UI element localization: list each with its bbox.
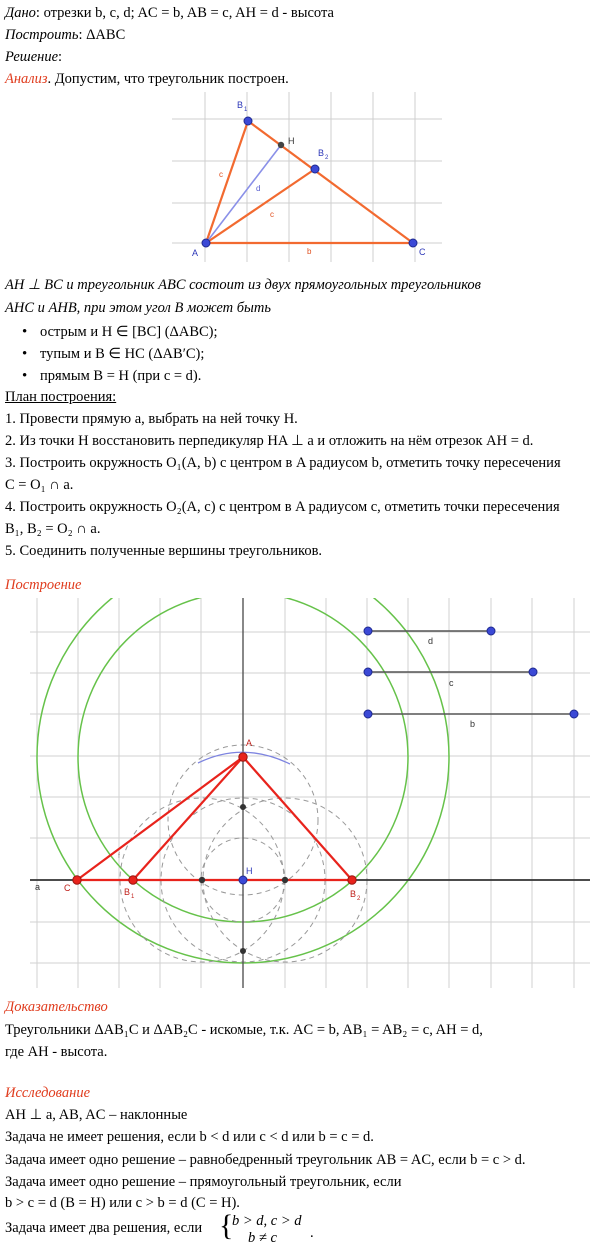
point-b1: [244, 117, 252, 125]
fig1-points: [202, 117, 417, 247]
label-c: C: [64, 883, 71, 893]
label-b: b: [307, 247, 312, 256]
label-c1: c: [219, 170, 223, 179]
point-c: [409, 239, 417, 247]
solution-line: [5, 48, 62, 66]
plan-step-2: 2. Из точки H восстановить перпедикуляр HA ⊥ a и отложить на нём отрезок AH = d.: [5, 433, 534, 449]
label-b1: B: [124, 887, 131, 897]
construct-line: [5, 26, 125, 44]
plan-title: План построения:: [5, 389, 117, 405]
point-c: [73, 876, 81, 884]
plan-step-4b: B₁, B₂ = O₂ ∩ a.: [5, 521, 101, 537]
angle-cases-list: [22, 321, 218, 387]
construction-figure: [0, 598, 600, 988]
given-line: [5, 4, 334, 22]
construct-text: : ΔABC: [78, 27, 126, 43]
construct-label: Построить: [5, 27, 79, 43]
label-h: H: [288, 136, 295, 146]
plan-step-1: 1. Провести прямую a, выбрать на ней точку H.: [5, 411, 298, 427]
construction-title: Построение: [5, 577, 82, 593]
list-item: • острым и H ∈ [BC] (ΔABC);: [22, 321, 218, 343]
research-title: Исследование: [5, 1085, 91, 1101]
research-l5: b > c = d (B = H) или c > b = d (C = H).: [5, 1195, 240, 1211]
list-item: • прямым B = H (при c = d).: [22, 365, 218, 387]
point-b2: [348, 876, 356, 884]
label-line-a: a: [35, 882, 41, 892]
point-b1: [129, 876, 137, 884]
label-b1: B: [237, 100, 244, 110]
label-a: A: [246, 738, 253, 748]
system-brace: {: [219, 1209, 234, 1242]
label-c2: c: [270, 210, 274, 219]
point-a: [239, 753, 247, 761]
system-end: .: [310, 1225, 314, 1241]
analysis-text: . Допустим, что треугольник построен.: [47, 71, 289, 87]
label-f: f: [118, 853, 120, 860]
given-text: : отрезки b, c, d; AC = b, AB = c, AH = d - высота: [35, 5, 334, 21]
research-l4: Задача имеет одно решение – прямоугольный треугольник, если: [5, 1174, 402, 1190]
proof-line2: где AH - высота.: [5, 1044, 108, 1060]
label-seg-b: b: [470, 719, 476, 729]
solution-text: :: [58, 49, 63, 65]
label-b1-sub: 1: [131, 894, 135, 900]
label-a: A: [192, 248, 199, 258]
research-l3: Задача имеет одно решение – равнобедренный треугольник AB = AC, если b = c > d.: [5, 1152, 526, 1168]
label-b2-sub: 2: [325, 155, 329, 161]
plan-step-5: 5. Соединить полученные вершины треугольников.: [5, 543, 323, 559]
plan-step-3: 3. Построить окружность O₁(A, b) с центром в A радиусом b, отметить точку пересечения: [5, 455, 561, 471]
list-item: • тупым и B ∈ HC (ΔAB′C);: [22, 343, 218, 365]
proof-title: Доказательство: [5, 999, 108, 1015]
system-line2: b ≠ c: [248, 1230, 277, 1246]
research-l6: Задача имеет два решения, если: [5, 1220, 203, 1236]
label-seg-d: d: [428, 636, 434, 646]
label-b2: B: [318, 148, 325, 158]
plan-step-4: 4. Построить окружность O₂(A, c) с центром в A радиусом c, отметить точки пересечения: [5, 499, 560, 515]
research-l1: AH ⊥ a, AB, AC – наклонные: [5, 1107, 188, 1123]
label-b2-sub: 2: [357, 896, 361, 902]
label-d: d: [256, 184, 261, 193]
para1-line2: AHC и AHB, при этом угол B может быть: [5, 300, 271, 316]
research-l2: Задача не имеет решения, если b < d или c < d или b = c = d.: [5, 1129, 374, 1145]
point-b2: [311, 165, 319, 173]
label-seg-c: c: [449, 678, 454, 688]
label-b2: B: [350, 889, 357, 899]
label-h: H: [246, 866, 253, 876]
label-c: C: [419, 247, 426, 257]
given-label: Дано: [5, 5, 36, 21]
plan-step-3b: C = O₁ ∩ a.: [5, 477, 74, 493]
analysis-label: Анализ: [5, 71, 48, 87]
point-h: [278, 142, 284, 148]
solution-label: Решение: [5, 49, 59, 65]
analysis-figure: [172, 92, 442, 268]
point-a: [202, 239, 210, 247]
proof-line1: Треугольники ΔAB₁C и ΔAB₂C - искомые, т.к. AC = b, AB₁ = AB₂ = c, AH = d,: [5, 1022, 483, 1038]
system-line1: b > d, c > d: [232, 1213, 302, 1229]
para1-line1: AH ⊥ BC и треугольник ABC состоит из двух прямоугольных треугольников: [5, 277, 481, 293]
label-b1-sub: 1: [244, 107, 248, 113]
analysis-line: [5, 70, 289, 88]
